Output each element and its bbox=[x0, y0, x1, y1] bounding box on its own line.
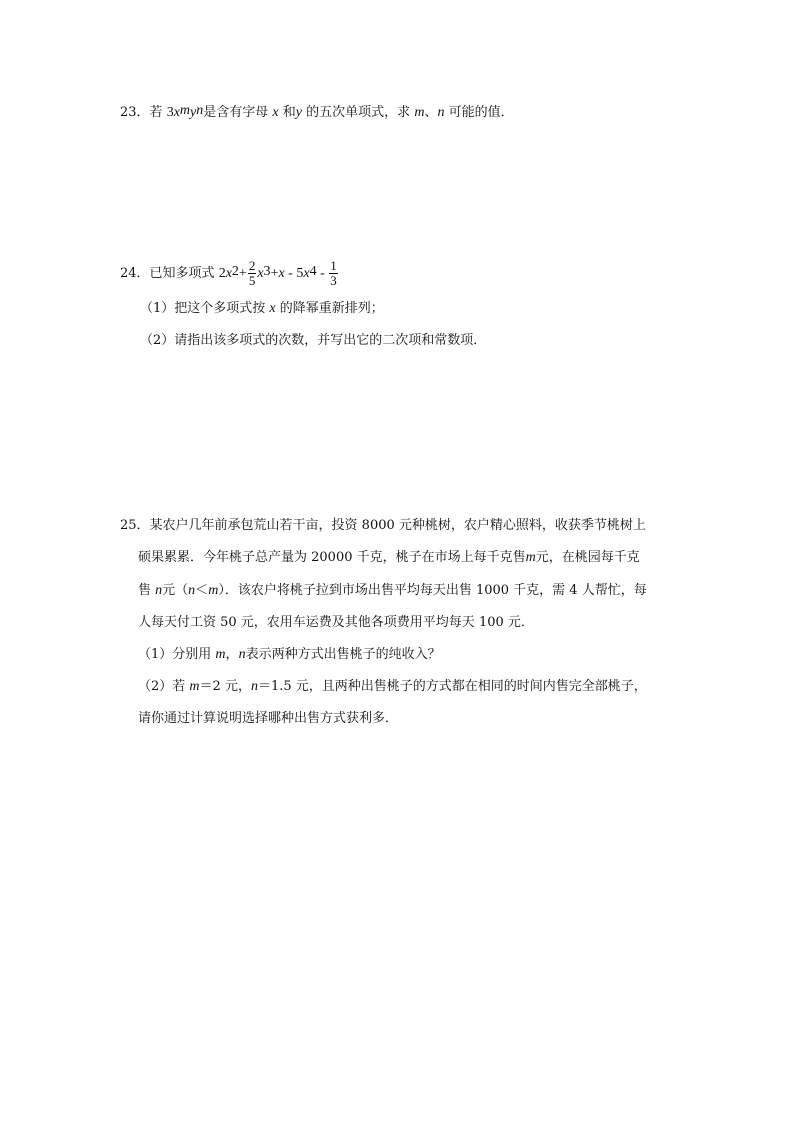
q24-minus-1: - 5 bbox=[284, 266, 304, 281]
q23-text-2: 是含有字母 bbox=[203, 105, 269, 120]
q25-line-2 bbox=[138, 550, 640, 566]
q25-subquestion-2 bbox=[138, 679, 647, 695]
q24-x-4: x bbox=[303, 266, 310, 281]
q25-line-1 bbox=[120, 518, 646, 534]
q25-sub2-m: m bbox=[189, 679, 200, 694]
q25-line3-n: n bbox=[155, 583, 163, 598]
q25-sub1-m: m bbox=[215, 647, 226, 662]
q24-intro: 已知多项式 bbox=[149, 266, 215, 281]
q24-sub1-x: x bbox=[269, 301, 276, 316]
q24-fraction-2 bbox=[329, 259, 338, 288]
q24-sub1-text-b: 的降幂重新排列； bbox=[279, 301, 384, 316]
q25-line2-b: 元，在桃园每千克 bbox=[535, 550, 640, 565]
q24-subquestion-1 bbox=[140, 301, 384, 317]
q25-sub1-b: ， bbox=[225, 647, 239, 662]
q25-line3-d: ）．该农户将桃子拉到市场出售平均每天出售 1000 千克，需 4 人帮忙，每 bbox=[218, 583, 647, 598]
q25-line-3 bbox=[138, 583, 647, 599]
q23-text-5: 、 bbox=[424, 105, 438, 120]
q25-sub2-c: ＝1.5 元，且两种出售桃子的方式都在相同的时间内售完全部桃子， bbox=[257, 679, 647, 694]
q25-number: 25． bbox=[120, 518, 150, 533]
q23-n: n bbox=[437, 105, 445, 120]
q24-x-1: x bbox=[225, 266, 232, 281]
q25-line3-b: 元（ bbox=[162, 583, 189, 598]
question-23 bbox=[120, 105, 514, 121]
question-24 bbox=[120, 257, 339, 291]
q24-fraction-1 bbox=[248, 259, 257, 288]
q25-sub2-line2: 请你通过计算说明选择哪种出售方式获利多． bbox=[138, 711, 399, 726]
q25-line2-a: 硕果累累．今年桃子总产量为 20000 千克，桃子在市场上每千克售 bbox=[138, 550, 526, 565]
q23-number: 23． bbox=[120, 105, 150, 120]
q24-exp-4: 4 bbox=[309, 264, 317, 279]
q25-line3-m: m bbox=[208, 583, 219, 598]
q23-y: y bbox=[295, 105, 303, 120]
q25-sub2-n: n bbox=[250, 679, 258, 694]
q25-subquestion-1 bbox=[138, 647, 441, 663]
q25-sub2-a: （2）若 bbox=[138, 679, 186, 694]
q25-sub1-c: 表示两种方式出售桃子的纯收入？ bbox=[245, 647, 441, 662]
q24-coef-1: 2 bbox=[218, 266, 226, 281]
q23-x: x bbox=[272, 105, 279, 120]
q24-frac2-den: 3 bbox=[330, 273, 337, 288]
q23-var-x: x bbox=[173, 105, 180, 120]
q24-x-3: x bbox=[278, 266, 285, 281]
q23-var-y: y bbox=[190, 105, 197, 120]
q24-frac2-num: 1 bbox=[330, 258, 337, 273]
q25-line4-text: 人每天付工资 50 元，农用车运费及其他各项费用平均每天 100 元． bbox=[138, 615, 534, 630]
q23-text-6: 可能的值． bbox=[448, 105, 514, 120]
q23-exp-m: m bbox=[179, 103, 191, 118]
q25-subquestion-2-line-2 bbox=[138, 711, 398, 727]
q23-text-4: 的五次单项式，求 bbox=[306, 105, 411, 120]
q24-exp-1: 2 bbox=[231, 264, 239, 279]
q23-text-1: 若 bbox=[149, 105, 163, 120]
q25-line2-m: m bbox=[525, 550, 536, 565]
q24-x-2: x bbox=[257, 266, 264, 281]
q24-number: 24． bbox=[120, 266, 150, 281]
q23-exp-n: n bbox=[196, 103, 204, 118]
q24-subquestion-2 bbox=[140, 333, 486, 349]
q24-minus-2: - bbox=[316, 266, 329, 281]
q25-sub1-n: n bbox=[238, 647, 246, 662]
q24-plus-2: + bbox=[270, 266, 279, 281]
q23-m: m bbox=[414, 105, 425, 120]
q24-plus-1: + bbox=[238, 266, 247, 281]
q24-sub2-text: （2）请指出该多项式的次数，并写出它的二次项和常数项． bbox=[140, 333, 487, 348]
q23-text-3: 和 bbox=[282, 105, 296, 120]
q25-line3-c: ＜ bbox=[195, 583, 209, 598]
q25-sub1-a: （1）分别用 bbox=[138, 647, 212, 662]
q24-exp-2: 3 bbox=[263, 264, 271, 279]
q25-line3-a: 售 bbox=[138, 583, 152, 598]
q23-coef: 3 bbox=[166, 105, 174, 120]
q24-frac1-num: 2 bbox=[248, 258, 256, 273]
q25-sub2-b: ＝2 元， bbox=[199, 679, 251, 694]
q24-sub1-text-a: （1）把这个多项式按 bbox=[140, 301, 266, 316]
q25-line1-text: 某农户几年前承包荒山若干亩，投资 8000 元种桃树，农户精心照料，收获季节桃树上 bbox=[149, 518, 646, 533]
q25-line3-n2: n bbox=[188, 583, 196, 598]
q24-frac1-den: 5 bbox=[248, 273, 256, 288]
q25-line-4 bbox=[138, 615, 534, 631]
